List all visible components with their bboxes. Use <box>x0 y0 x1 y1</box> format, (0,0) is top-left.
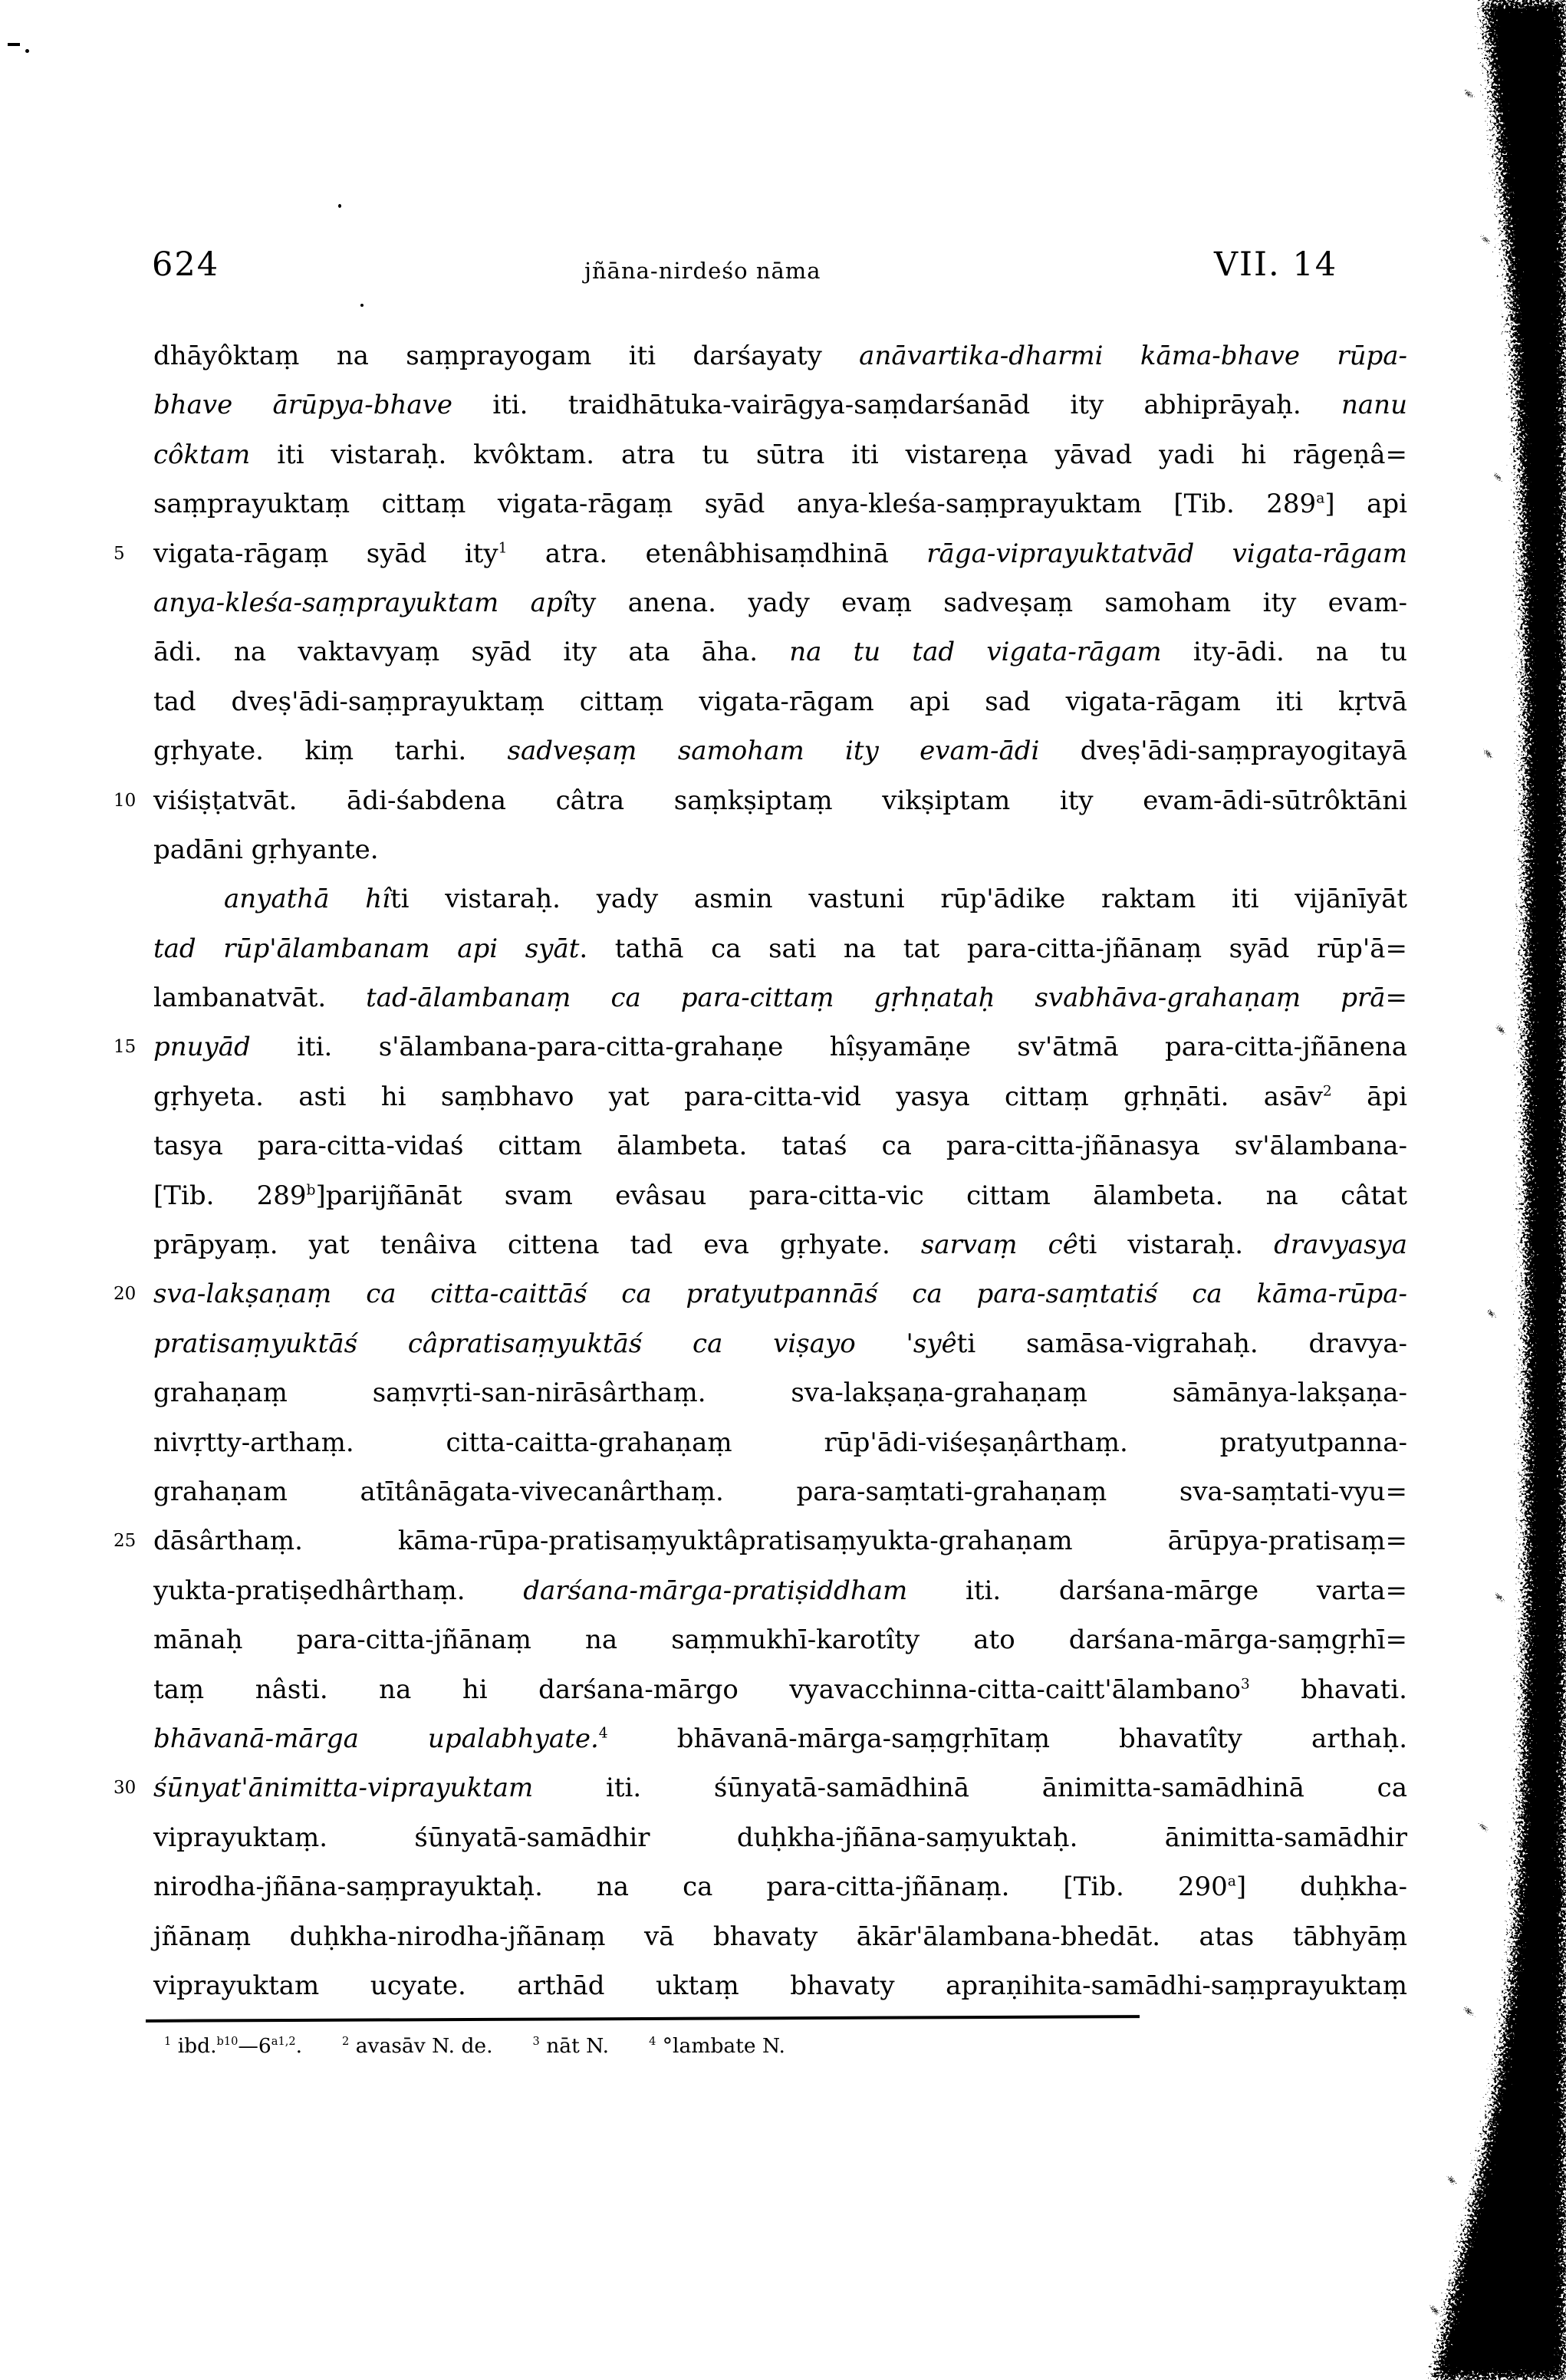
text-line: gṛhyate. kiṃ tarhi. sadveṣaṃ samoham ity evam-ādi dveṣ'ādi-saṃprayogitayā <box>153 736 1407 767</box>
text-line: yukta-pratiṣedhârthaṃ. darśana-mārga-pratiṣiddham iti. darśana-mārge varta= <box>153 1575 1407 1606</box>
text-line: 30 śūnyat'ānimitta-viprayuktam iti. śūnyatā-samādhinā ānimitta-samādhinā ca <box>153 1763 1407 1812</box>
text-line: viprayuktam ucyate. arthād uktaṃ bhavaty apraṇihita-samādhi-saṃprayuktaṃ <box>153 1970 1407 2001</box>
text-line: 25 dāsârthaṃ. kāma-rūpa-pratisaṃyuktâpratisaṃyukta-grahaṇam ārūpya-pratisaṃ= <box>153 1516 1407 1565</box>
line-number: 15 <box>114 1037 137 1058</box>
text-line: 5 vigata-rāgaṃ syād ity$^1$ atra. etenâbhisaṃdhinā rāga-viprayuktatvād vigata-rāgam <box>153 529 1407 578</box>
line-number: 25 <box>114 1531 137 1552</box>
footnote: $^3$ nāt N. <box>532 2034 610 2058</box>
stray-mark <box>25 49 29 53</box>
text-line: jñānaṃ duḥkha-nirodha-jñānaṃ vā bhavaty ākār'ālambana-bhedāt. atas tābhyāṃ <box>153 1921 1407 1952</box>
text-line: nivṛtty-arthaṃ. citta-caitta-grahaṇaṃ rūp'ādi-viśeṣaṇârthaṃ. pratyutpanna- <box>153 1427 1407 1458</box>
text-line: pratisaṃyuktāś câpratisaṃyuktāś ca viṣayo 'syêti samāsa-vigrahaḥ. dravya- <box>153 1328 1408 1359</box>
footnote: $^4$ °lambate N. <box>649 2034 785 2058</box>
text-line: grahaṇaṃ saṃvṛti-san-nirāsârthaṃ. sva-lakṣaṇa-grahaṇaṃ sāmānya-lakṣaṇa- <box>153 1378 1407 1409</box>
text-line: taṃ nâsti. na hi darśana-mārgo vyavacchinna-citta-caitt'ālambano$^3$ bhavati. <box>153 1674 1407 1705</box>
body-lines <box>114 331 1408 2010</box>
text-line: bhāvanā-mārga upalabhyate.$^4$ bhāvanā-mārga-saṃgṛhītaṃ bhavatîty arthaḥ. <box>153 1723 1408 1754</box>
text-line: prāpyaṃ. yat tenâiva cittena tad eva gṛhyate. sarvaṃ cêti vistaraḥ. dravyasya <box>153 1230 1407 1261</box>
text-line: viprayuktaṃ. śūnyatā-samādhir duḥkha-jñāna-saṃyuktaḥ. ānimitta-samādhir <box>153 1822 1407 1853</box>
text-line: padāni gṛhyante. <box>153 834 379 865</box>
text-line: bhave ārūpya-bhave iti. traidhātuka-vairāgya-saṃdarśanād ity abhiprāyaḥ. nanu <box>153 390 1407 421</box>
text-line: dhāyôktaṃ na saṃprayogam iti darśayaty anāvartika-dharmi kāma-bhave rūpa- <box>153 341 1408 371</box>
text-line: mānaḥ para-citta-jñānaṃ na saṃmukhī-karotîty ato darśana-mārga-saṃgṛhī= <box>153 1625 1407 1656</box>
text-line: gṛhyeta. asti hi saṃbhavo yat para-citta-vid yasya cittaṃ gṛhṇāti. asāv$^2$ āpi <box>153 1081 1408 1112</box>
footnote-marker: 3 <box>532 2035 540 2049</box>
stray-mark <box>338 204 341 208</box>
footnote-marker: 2 <box>342 2035 350 2049</box>
text-line: anya-kleśa-saṃprayuktam apîty anena. yady evaṃ sadveṣaṃ samoham ity evam- <box>153 587 1408 618</box>
line-number: 5 <box>114 543 125 564</box>
text-line: 10 viśiṣṭatvāt. ādi-śabdena câtra saṃkṣiptaṃ vikṣiptam ity evam-ādi-sūtrôktāni <box>153 776 1407 825</box>
footnote: $^1$ $ibd.^{b10}—6^{a1,2}$. <box>164 2034 303 2058</box>
scan-noise-right-edge <box>1413 0 1566 2380</box>
text-line: nirodha-jñāna-saṃprayuktaḥ. na ca para-citta-jñānaṃ. [Tib. 290$^a$] duḥkha- <box>153 1871 1407 1903</box>
line-number: 20 <box>114 1284 137 1305</box>
text-line: tad dveṣ'ādi-saṃprayuktaṃ cittaṃ vigata-rāgam api sad vigata-rāgam iti kṛtvā <box>153 686 1407 717</box>
text-line: [Tib. 289$^b$]parijñānāt svam evâsau para-citta-vic cittam ālambeta. na câtat <box>153 1180 1407 1211</box>
text-line: 15 pnuyād iti. s'ālambana-para-citta-grahaṇe hîṣyamāṇe sv'ātmā para-citta-jñānena <box>153 1022 1407 1071</box>
running-title: jñāna-nirdeśo nāma <box>584 258 821 284</box>
stray-mark <box>8 43 20 46</box>
text-line: anyathā hîti vistaraḥ. yady asmin vastuni rūp'ādike raktam iti vijānīyāt <box>224 884 1408 915</box>
text-line: 20 sva-lakṣaṇaṃ ca citta-caittāś ca pratyutpannāś ca para-saṃtatiś ca kāma-rūpa- <box>153 1269 1407 1318</box>
text-line: grahaṇam atītânāgata-vivecanârthaṃ. para-saṃtati-grahaṇaṃ sva-saṃtati-vyu= <box>153 1476 1407 1507</box>
text-line: tad rūp'ālambanam api syāt. tathā ca sati na tat para-citta-jñānaṃ syād rūp'ā= <box>153 933 1407 964</box>
footnote-marker: 1 <box>164 2035 172 2049</box>
footnote-marker: 4 <box>649 2035 656 2049</box>
page-number: 624 <box>152 245 220 284</box>
text-line: saṃprayuktaṃ cittaṃ vigata-rāgaṃ syād anya-kleśa-saṃprayuktam [Tib. 289$^a$] api <box>153 489 1408 520</box>
section-reference: VII. 14 <box>1214 245 1338 284</box>
text-line: côktam iti vistaraḥ. kvôktam. atra tu sūtra iti vistareṇa yāvad yadi hi rāgeṇâ= <box>153 439 1407 470</box>
text-line: lambanatvāt. tad-ālambanaṃ ca para-cittaṃ gṛhṇataḥ svabhāva-grahaṇaṃ prā= <box>153 983 1407 1014</box>
footnote-rule <box>146 2015 1140 2023</box>
footnote: $^2$ avasāv N. de. <box>342 2034 493 2058</box>
text-line: tasya para-citta-vidaś cittam ālambeta. tataś ca para-citta-jñānasya sv'ālambana- <box>153 1131 1407 1162</box>
text-line: ādi. na vaktavyaṃ syād ity ata āha. na tu tad vigata-rāgam ity-ādi. na tu <box>153 637 1408 668</box>
line-number: 10 <box>114 790 137 811</box>
stray-mark <box>360 304 364 307</box>
line-number: 30 <box>114 1778 137 1799</box>
footnotes <box>164 2029 1360 2063</box>
